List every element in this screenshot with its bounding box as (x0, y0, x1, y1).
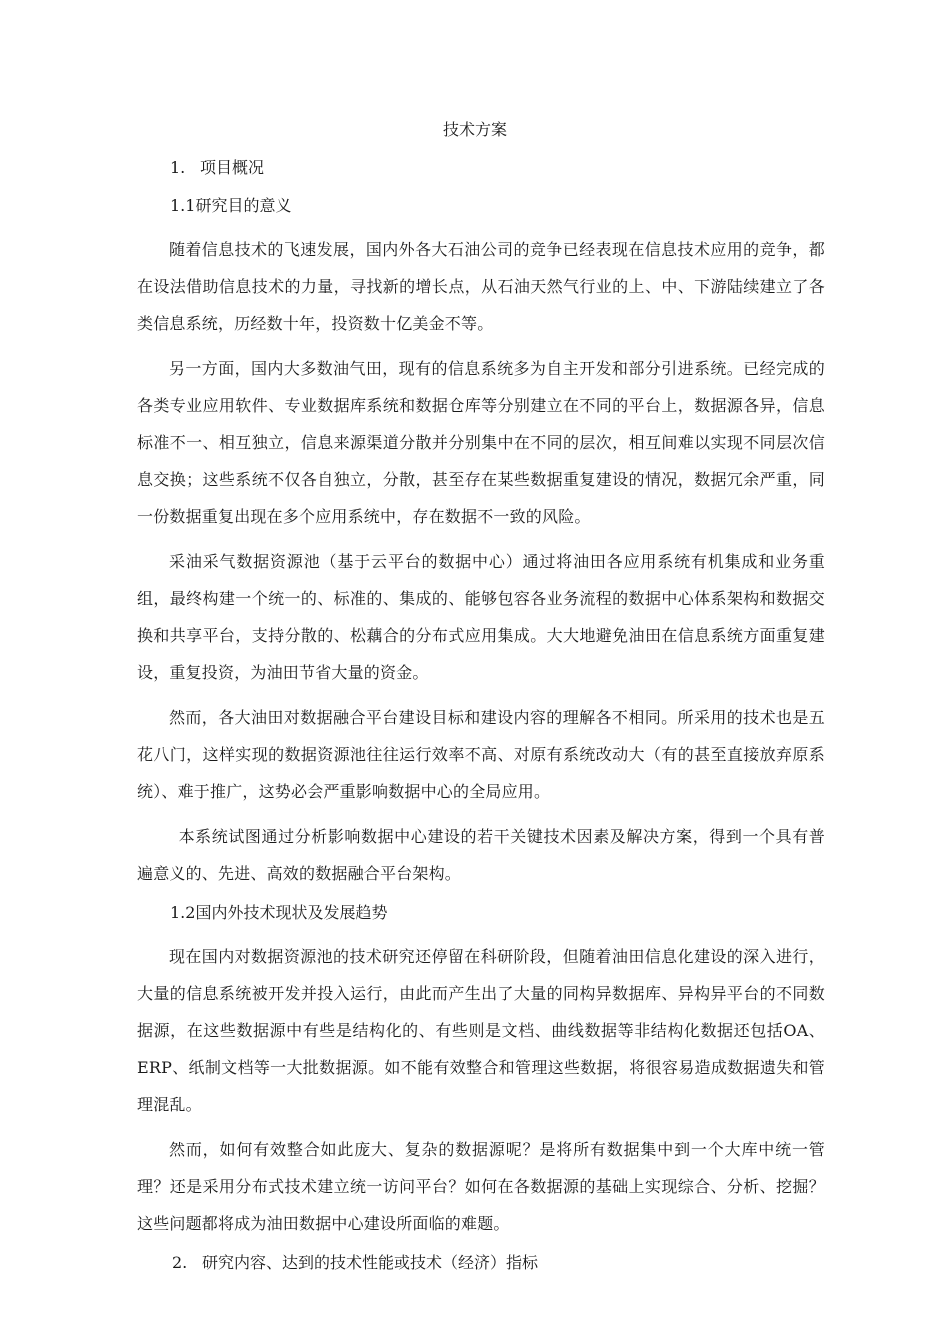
section-1-2-heading: 1.2国内外技术现状及发展趋势 (170, 903, 388, 922)
paragraph: 现在国内对数据资源池的技术研究还停留在科研阶段，但随着油田信息化建设的深入进行，大量的信息系统被开发并投入运行，由此而产生出了大量的同构异数据库、异构异平台的不同数据源，在这些数据源中有些是结构化的、有些则是文档、曲线数据等非结构化数据还包括OA、ERP、纸制文档等一大批数据源。如不能有效整合和管理这些数据，将很容易造成数据遗失和管理混乱。 (137, 947, 825, 1114)
section-2-number: 2. (172, 1253, 188, 1272)
document-body (137, 155, 825, 1288)
section-1-title: 项目概况 (200, 158, 265, 177)
paragraph: 采油采气数据资源池（基于云平台的数据中心）通过将油田各应用系统有机集成和业务重组，最终构建一个统一的、标准的、集成的、能够包容各业务流程的数据中心体系架构和数据交换和共享平台，支持分散的、松藕合的分布式应用集成。大大地避免油田在信息系统方面重复建设，重复投资，为油田节省大量的资金。 (137, 552, 825, 682)
paragraph: 另一方面，国内大多数油气田，现有的信息系统多为自主开发和部分引进系统。已经完成的各类专业应用软件、专业数据库系统和数据仓库等分别建立在不同的平台上，数据源各异，信息标准不一、相互独立，信息来源渠道分散并分别集中在不同的层次，相互间难以实现不同层次信息交换；这些系统不仅各自独立，分散，甚至存在某些数据重复建设的情况，数据冗余严重，同一份数据重复出现在多个应用系统中，存在数据不一致的风险。 (137, 359, 825, 526)
section-2-title: 研究内容、达到的技术性能或技术（经济）指标 (202, 1253, 539, 1272)
document-title: 技术方案 (442, 120, 507, 139)
paragraph: 本系统试图通过分析影响数据中心建设的若干关键技术因素及解决方案，得到一个具有普遍意义的、先进、高效的数据融合平台架构。 (137, 827, 825, 883)
paragraph: 随着信息技术的飞速发展，国内外各大石油公司的竞争已经表现在信息技术应用的竞争，都在设法借助信息技术的力量，寻找新的增长点，从石油天然气行业的上、中、下游陆续建立了各类信息系统，历经数十年，投资数十亿美金不等。 (137, 240, 825, 333)
paragraph: 然而，各大油田对数据融合平台建设目标和建设内容的理解各不相同。所采用的技术也是五花八门，这样实现的数据资源池往往运行效率不高、对原有系统改动大（有的甚至直接放弃原系统）、难于推广，这势必会严重影响数据中心的全局应用。 (137, 708, 825, 801)
section-1-number: 1. (170, 158, 186, 177)
section-2-heading (137, 1250, 825, 1276)
section-1-heading (137, 155, 825, 181)
paragraph: 然而，如何有效整合如此庞大、复杂的数据源呢？是将所有数据集中到一个大库中统一管理？还是采用分布式技术建立统一访问平台？如何在各数据源的基础上实现综合、分析、挖掘？这些问题都将成为油田数据中心建设所面临的难题。 (137, 1140, 825, 1233)
section-1-1-heading: 1.1研究目的意义 (170, 196, 292, 215)
